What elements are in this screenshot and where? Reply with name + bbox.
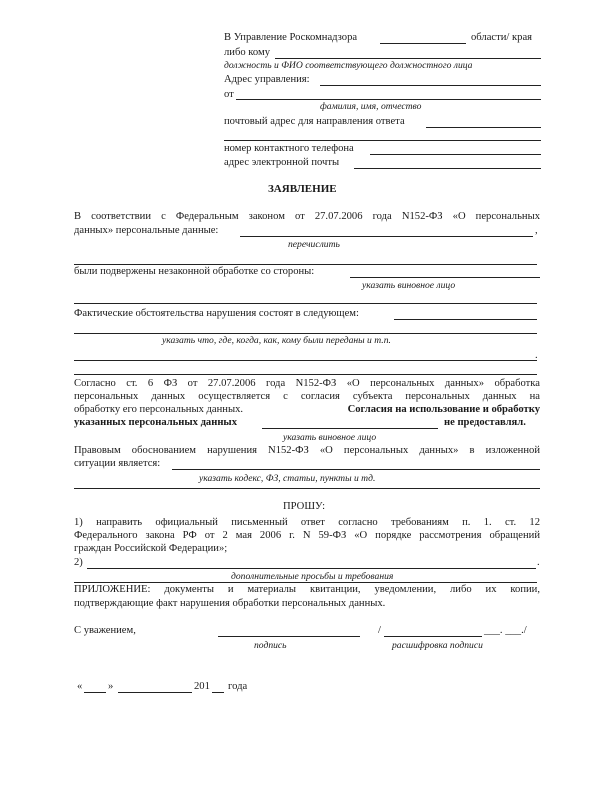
address-field-line-1[interactable] (320, 85, 541, 86)
date-open-quote: « (77, 681, 83, 692)
name-decode-hint: расшифровка подписи (392, 640, 483, 651)
legal-basis-field-line[interactable] (172, 469, 540, 470)
p3-hint: указать что, где, когда, как, кому были переданы и т.п. (162, 335, 391, 346)
alt-recipient-hint: должность и ФИО соответствующего должностного лица (224, 60, 473, 71)
signature-slash: / (378, 625, 381, 636)
p4-line-2: персональных данных осуществляется с согласия субъекта персональных данных на (74, 391, 540, 402)
phone-label: номер контактного телефона (224, 143, 354, 154)
violator-field-line-2[interactable] (74, 303, 537, 304)
p4-line-3-bold: Согласия на использование и обработку (347, 404, 540, 415)
p5-line-1: Правовым обоснованием нарушения N152-ФЗ «О персональных данных» в изложенной (74, 445, 540, 456)
phone-field-line[interactable] (370, 154, 541, 155)
p2-hint: указать виновное лицо (362, 280, 456, 291)
p5-hint: указать кодекс, ФЗ, статьи, пункты и тд. (199, 473, 376, 484)
year-suffix: года (228, 681, 248, 692)
request-item-1-line-1: 1) направить официальный письменный ответ согласно требованиям п. 1. ст. 12 (74, 517, 540, 528)
p1-hint: перечислить (288, 239, 340, 250)
circumstances-field-line[interactable] (394, 319, 537, 320)
p3-line: Фактические обстоятельства нарушения состоят в следующем: (74, 308, 359, 319)
request-item-1-line-2: Федерального закона РФ от 2 мая 2006 г. N 59-ФЗ «О порядке рассмотрения обращений (74, 530, 540, 541)
address-label: Адрес управления: (224, 74, 310, 85)
region-suffix: области/ края (471, 32, 533, 43)
postal-address-field-line-2[interactable] (224, 140, 541, 141)
postal-address-field-line[interactable] (426, 127, 541, 128)
from-label: от (224, 89, 234, 100)
legal-basis-field-line-2[interactable] (74, 488, 540, 489)
additional-requests-field-line[interactable] (87, 568, 536, 569)
p2-line: были подвержены незаконной обработке со стороны: (74, 266, 315, 277)
personal-data-field-line[interactable] (240, 236, 533, 237)
p1-line-2: данных» персональные данные: (74, 225, 219, 236)
alt-recipient-label: либо кому (224, 47, 270, 58)
name-decode-field-line[interactable] (384, 636, 482, 637)
document-title: ЗАЯВЛЕНИЕ (268, 183, 337, 195)
request-title: ПРОШУ: (283, 501, 326, 512)
from-hint: фамилия, имя, отчество (320, 101, 422, 112)
p4-line-3-normal: обработку его персональных данных. (74, 404, 244, 415)
year-prefix: 201 (194, 681, 210, 692)
attachment-line-1: ПРИЛОЖЕНИЕ: документы и материалы квитанции, уведомлении, либо их копии, (74, 584, 540, 595)
p4-line-4-bold-b: не предоставлял. (444, 417, 526, 428)
postal-address-label: почтовый адрес для направления ответа (224, 116, 405, 127)
day-field-line[interactable] (84, 692, 106, 693)
signature-field-line[interactable] (218, 636, 360, 637)
attachment-line-2: подтверждающие факт нарушения обработки персональных данных. (74, 598, 386, 609)
circumstances-field-line-3[interactable] (74, 360, 537, 361)
regards-text: С уважением, (74, 625, 136, 636)
p1-line-1: В соответствии с Федеральным законом от 27.07.2006 года N152-ФЗ «О персональных (74, 211, 540, 222)
p1-comma: , (535, 225, 538, 236)
p4-line-1: Согласно ст. 6 ФЗ от 27.07.2006 года N152-ФЗ «О персональных данных» обработка (74, 378, 540, 389)
request-item-1-line-3: граждан Российской Федерации»; (74, 543, 228, 554)
email-field-line[interactable] (354, 168, 541, 169)
email-label: адрес электронной почты (224, 157, 340, 168)
region-field-line[interactable] (380, 43, 466, 44)
p5-line-2: ситуации является: (74, 458, 161, 469)
p4-hint: указать виновное лицо (283, 432, 377, 443)
request-item-2-period: . (537, 557, 540, 568)
date-close-quote: » (108, 681, 114, 692)
request-item-2-hint: дополнительные просьбы и требования (231, 571, 394, 582)
name-decode-tail: ___. ___./ (484, 625, 527, 636)
month-field-line[interactable] (118, 692, 192, 693)
violator-field-line[interactable] (350, 277, 540, 278)
circumstances-field-line-4[interactable] (74, 374, 537, 375)
request-item-2: 2) (74, 557, 83, 568)
signature-hint: подпись (254, 640, 287, 651)
recipient-label: В Управление Роскомнадзора (224, 32, 358, 43)
year-field-line[interactable] (212, 692, 224, 693)
p4-line-4-bold-a: указанных персональных данных (74, 417, 238, 428)
consent-field-line[interactable] (262, 428, 438, 429)
p3-period: . (535, 350, 538, 361)
